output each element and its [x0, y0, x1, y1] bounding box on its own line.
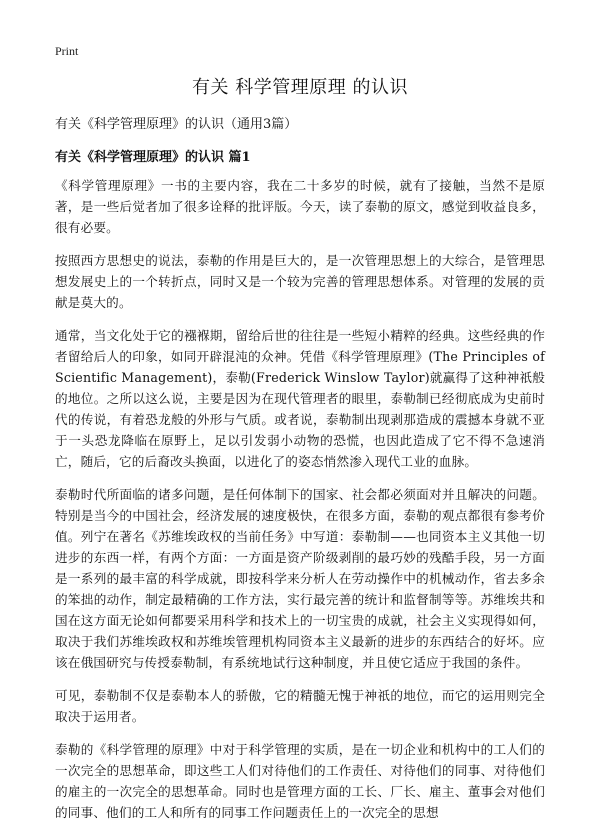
section-heading: 有关《科学管理原理》的认识 篇1: [55, 150, 251, 165]
paragraph-4: 泰勒时代所面临的诸多问题，是任何体制下的国家、社会都必须面对并且解决的问题。特别是当今的中国社会，经济发展的速度极快，在很多方面，泰勒的观点都很有参考价值。列宁在著名《苏维埃政权的当前任务》中写道：泰勒制——也同资本主义其他一切进步的东西一样，有两个方面：一方面是资产阶级剥削的最巧妙的残酷手段，另一方面是一系列的最丰富的科学成就，即按科学来分析人在劳动操作中的机械动作，省去多余的笨拙的动作，制定最精确的工作方法，实行最完善的统计和监督制等等。苏维埃共和国在这方面无论如何都要采用科学和技术上的一切宝贵的成就，社会主义实现得如何，取决于我们苏维埃政权和苏维埃管理机构同资本主义最新的进步的东西结合的好坏。应该在俄国研究与传授泰勒制，有系统地试行这种制度，并且使它适应于我国的条件。: [55, 487, 545, 670]
page-title: 有关 科学管理原理 的认识: [192, 77, 408, 98]
document-subtitle: 有关《科学管理原理》的认识（通用3篇）: [55, 117, 298, 132]
paragraph-3: 通常，当文化处于它的襁褓期，留给后世的往往是一些短小精粹的经典。这些经典的作者留给后人的印象，如同开辟混沌的众神。凭借《科学管理原理》(The Principles of Scientific Management)，泰勒(Frederick Winslow Taylor)就赢得了这种神祇般的地位。之所以这么说，主要是因为在现代管理者的眼里，泰勒制已经彻底成为史前时代的传说，有着恐龙般的外形与气质。或者说，泰勒制出现剥那造成的震撼本身就不亚于一头恐龙降临在原野上，足以引发弱小动物的恐慌，也因此造成了它不得不急速消亡，随后，它的后裔改头换面，以进化了的姿态悄然渗入现代工业的血脉。: [55, 328, 545, 469]
paragraph-2: 按照西方思想史的说法，泰勒的作用是巨大的，是一次管理思想上的大综合，是管理思想发展史上的一个转折点，同时又是一个较为完善的管理思想体系。对管理的发展的贡献是莫大的。: [55, 253, 545, 310]
document-page: [55, 44, 545, 835]
print-label: Print: [55, 44, 79, 58]
paragraph-6: 泰勒的《科学管理的原理》中对于科学管理的实质，是在一切企业和机构中的工人们的一次完全的思想革命，即这些工人们对待他们的工作责任、对待他们的同事、对待他们的雇主的一次完全的思想革命。同时也是管理方面的工长、厂长、雇主、董事会对他们的同事、他们的工人和所有的同事工作问题责任上的一次完全的思想: [55, 742, 545, 820]
paragraph-1: 《科学管理原理》一书的主要内容，我在二十多岁的时候，就有了接触，当然不是原著，是一些后觉者加了很多诠释的批评版。今天，读了泰勒的原文，感觉到收益良多，很有必要。: [55, 178, 545, 235]
paragraph-5: 可见，泰勒制不仅是泰勒本人的骄傲，它的精髓无愧于神祇的地位，而它的运用则完全取决于运用者。: [55, 688, 545, 724]
